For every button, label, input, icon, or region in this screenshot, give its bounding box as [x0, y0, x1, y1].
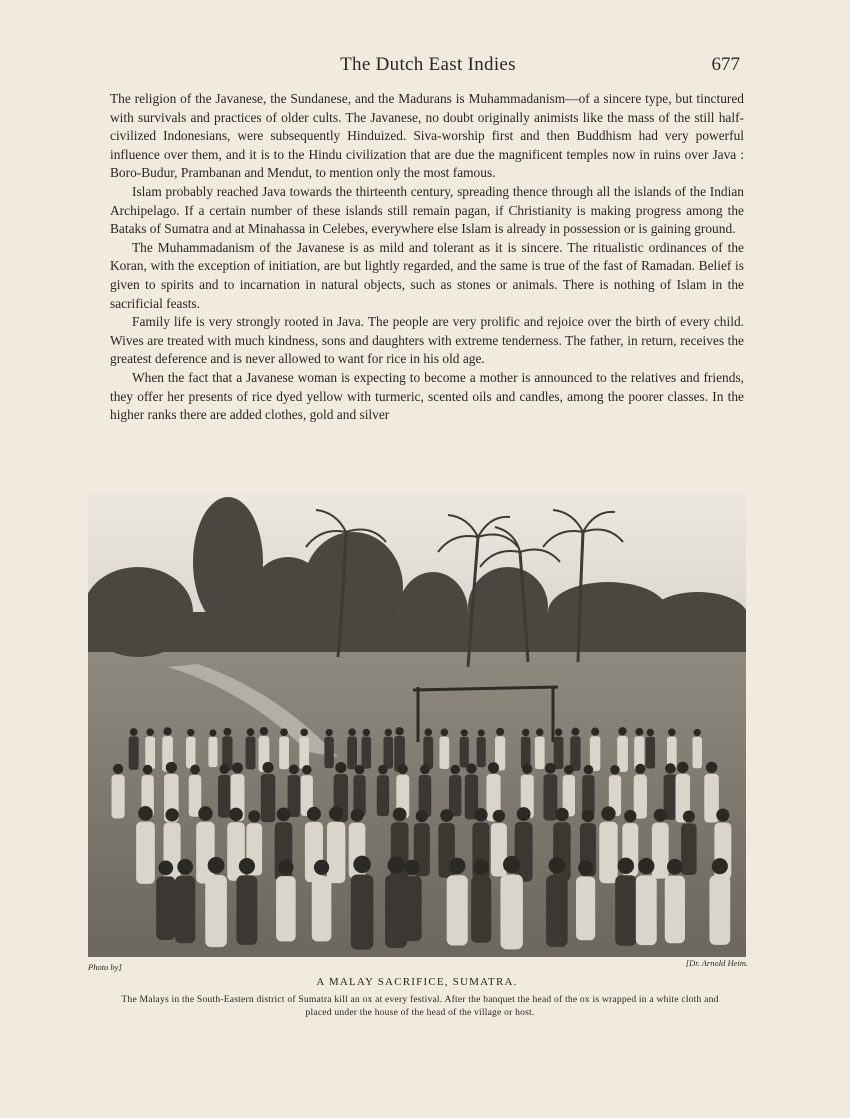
crowd-figure-head	[555, 728, 563, 736]
crowd-figure-head	[190, 765, 200, 775]
crowd-figure-head	[229, 808, 243, 822]
crowd-figure	[681, 823, 696, 875]
crowd-figure	[236, 875, 257, 945]
crowd-figure	[570, 736, 580, 771]
crowd-figure	[362, 737, 372, 769]
crowd-figure-head	[416, 810, 428, 822]
crowd-figure-head	[522, 729, 529, 736]
crowd-figure-head	[545, 763, 556, 774]
paragraph-religion: The religion of the Javanese, the Sundanese, and the Madurans is Muhammadanism—of a sincere type, but tinctured with survivals and practices of older cults. The Javanese, no doubt originally animists like the mass of the still half-civilized Indonesians, were subsequently Hinduized. Siva-worship first and then Buddhism had very powerful influence over them, and it is to the Hindu civilization that are due the magnificent temples now in ruins over Java : Boro-Budur, Prambanan and Mendut, to mention only the most famous.	[110, 91, 744, 181]
crowd-figure-head	[706, 762, 717, 773]
crowd-figure	[145, 737, 155, 770]
crowd-figure	[299, 737, 309, 769]
crowd-figure	[196, 822, 215, 884]
crowd-figure	[351, 874, 374, 949]
crowd-figure-head	[677, 762, 688, 773]
crowd-figure	[175, 876, 195, 943]
crowd-figure	[312, 876, 332, 941]
crowd-figure	[402, 876, 422, 941]
crowd-figure-head	[353, 856, 371, 874]
crowd-figure-head	[280, 728, 288, 736]
crowd-figure	[652, 823, 669, 879]
crowd-figure	[288, 775, 301, 817]
crowd-figure-head	[130, 728, 138, 736]
crowd-figure-head	[449, 858, 465, 874]
crowd-figure-head	[450, 765, 460, 775]
crowd-figure-head	[187, 729, 194, 736]
paragraph-islam: Islam probably reached Java towards the thirteenth century, spreading thence through all the islands of the Indian Archipelago. If a certain number of these islands still remain pagan, if Christianity is making progress among the Bataks of Sumatra and at Minahassa in Celebes, everywhere else Islam is already in possession or is gaining ground.	[110, 183, 744, 237]
crowd-figure	[156, 876, 175, 940]
crowd-figure-head	[635, 728, 643, 736]
crowd-figure-head	[548, 857, 565, 874]
crowd-figure-head	[478, 729, 485, 736]
crowd-figure-head	[493, 810, 505, 822]
crowd-figure	[515, 822, 533, 882]
crowd-figure-head	[355, 765, 365, 775]
crowd-figure-head	[441, 729, 449, 737]
crowd-figure-head	[223, 728, 231, 736]
crowd-figure-head	[278, 860, 293, 875]
crowd-figure	[276, 876, 296, 941]
crowd-figure-head	[393, 807, 407, 821]
crowd-figure	[377, 775, 389, 816]
crowd-figure-head	[232, 762, 243, 773]
crowd-figure-head	[146, 728, 154, 736]
crowd-figure-head	[517, 807, 531, 821]
crowd-figure	[112, 775, 125, 819]
crowd-figure-head	[440, 809, 453, 822]
crowd-figure	[261, 774, 275, 822]
crowd-figure	[327, 822, 345, 883]
crowd-figure-head	[503, 856, 520, 873]
crowd-figure-head	[395, 727, 403, 735]
crowd-figure	[460, 737, 469, 768]
crowd-figure-head	[113, 764, 123, 774]
page-header	[108, 54, 748, 80]
crowd-figure-head	[496, 728, 504, 736]
crowd-figure-head	[624, 810, 636, 822]
photo-credit-prefix: Photo by]	[88, 962, 122, 972]
crowd-figure	[590, 736, 600, 771]
crowd-figure-head	[335, 762, 346, 773]
crowd-figure-head	[348, 728, 356, 736]
crowd-figure	[546, 875, 568, 947]
crowd-figure	[646, 737, 656, 769]
crowd-figure-head	[466, 763, 476, 773]
crowd-figure-head	[166, 762, 177, 773]
crowd-figure	[617, 736, 628, 772]
crowd-figure	[383, 737, 393, 769]
crowd-figure-head	[610, 765, 620, 775]
crowd-figure	[615, 875, 636, 946]
crowd-figure-head	[536, 728, 544, 736]
crowd-figure	[279, 737, 289, 770]
crowd-figure-head	[260, 727, 268, 735]
crowd-figure-head	[694, 729, 701, 736]
crowd-figure-head	[138, 806, 153, 821]
crowd-figure	[599, 822, 617, 883]
crowd-figure	[347, 737, 357, 770]
paragraph-muhammadanism: The Muhammadanism of the Javanese is as mild and tolerant as it is sincere. The ritualistic ordinances of the Koran, with the exception of initiation, are but lightly regarded, and the same is true of the fast of Ramadan. Belief is given to spirits and to incarnation in natural objects, such as stones or animals. There is nothing of Islam in the sacrificial feasts.	[110, 239, 744, 311]
crowd-figure-head	[420, 765, 430, 775]
crowd-figure	[709, 875, 730, 944]
plate-title: A MALAY SACRIFICE, SUMATRA.	[316, 976, 518, 988]
crowd-figure-head	[668, 729, 676, 737]
crowd-figure-head	[307, 807, 321, 821]
crowd-figure	[186, 737, 195, 769]
plate-caption: The Malays in the South-Eastern district of Sumatra kill an ox at every festival. After the banquet the head of the ox is wrapped in a white cloth and placed under the house of the head of the village or host.	[121, 994, 719, 1018]
photo-credit: [Dr. Arnold Heim.	[685, 958, 748, 968]
crowd-figure-head	[564, 765, 574, 775]
crowd-figure-head	[163, 727, 171, 735]
crowd-figure-head	[571, 728, 579, 736]
crowd-figure	[324, 737, 333, 769]
crowd-figure-head	[683, 810, 695, 822]
crowd-figure-head	[198, 806, 212, 820]
crowd-figure	[246, 737, 256, 770]
crowd-figure-head	[247, 728, 255, 736]
crowd-figure	[535, 737, 545, 770]
page-number: 677	[711, 54, 740, 75]
crowd-figure-head	[277, 808, 291, 822]
crowd-figure-head	[143, 765, 153, 775]
crowd-figure-head	[314, 860, 329, 875]
crowd-figure-head	[208, 857, 225, 874]
crowd-figure-head	[667, 859, 683, 875]
crowd-figure-head	[712, 858, 728, 874]
crowd-figure-head	[177, 859, 193, 875]
crowd-figure-head	[635, 764, 645, 774]
photograph-plate	[88, 492, 746, 957]
crowd-figure	[218, 775, 231, 818]
crowd-figure-head	[289, 764, 299, 774]
crowd-figure-head	[329, 806, 343, 820]
crowd-figure	[447, 875, 468, 945]
crowd-figure-head	[219, 764, 229, 774]
crowd-figure-head	[424, 728, 432, 736]
crowd-figure-head	[638, 858, 654, 874]
crowd-figure-head	[363, 729, 370, 736]
crowd-figure-head	[716, 808, 729, 821]
crowd-figure-head	[488, 762, 499, 773]
crowd-figure-head	[582, 810, 594, 822]
crowd-figure	[521, 737, 531, 769]
crowd-figure-head	[461, 729, 468, 736]
crowd-figure	[129, 736, 139, 769]
crowd-figure-head	[404, 860, 419, 875]
crowd-figure	[136, 822, 155, 884]
crowd-figure-head	[158, 861, 173, 876]
crowd-figure-head	[591, 728, 599, 736]
crowd-figure-head	[302, 765, 311, 774]
crowd-figure	[634, 775, 647, 819]
crowd-figure-head	[325, 729, 332, 736]
crowd-figure-head	[209, 729, 216, 736]
crowd-figure-head	[618, 858, 634, 874]
crowd-figure	[692, 737, 701, 768]
crowd-figure	[500, 875, 522, 950]
running-title: The Dutch East Indies	[340, 54, 516, 75]
crowd-figure-head	[647, 729, 654, 736]
crowd-figure-head	[378, 765, 388, 775]
crowd-figure	[477, 737, 486, 767]
crowd-figure-head	[618, 727, 626, 735]
crowd-figure-head	[239, 858, 255, 874]
crowd-figure	[423, 737, 433, 770]
body-text	[110, 90, 744, 425]
crowd-figure	[636, 875, 657, 945]
crowd-figure-head	[398, 764, 408, 774]
crowd-figure-head	[385, 729, 392, 736]
crowd-figure	[471, 876, 491, 943]
crowd-figure	[449, 775, 461, 816]
crowd-figure-head	[473, 859, 489, 875]
crowd-figure-head	[388, 857, 405, 874]
crowd-figure-head	[262, 762, 273, 773]
crowd-figure	[554, 737, 564, 770]
crowd-figure-head	[165, 808, 178, 821]
crowd-figure-head	[300, 728, 308, 736]
photograph	[88, 492, 746, 957]
crowd-figure-head	[584, 765, 594, 775]
crowd-figure-head	[654, 809, 667, 822]
paragraph-family-life: Family life is very strongly rooted in Java. The people are very prolific and rejoice over the birth of every child. Wives are treated with much kindness, sons and daughters with extreme tenderness. The father, in return, receives the greatest deference and is never allowed to want for rice in his old age.	[110, 314, 744, 367]
crowd-figure-head	[555, 808, 569, 822]
crowd-figure-head	[578, 860, 593, 875]
crowd-figure-head	[351, 809, 364, 822]
crowd-figure	[205, 875, 227, 947]
crowd-figure	[439, 737, 449, 769]
crowd-figure-head	[665, 763, 676, 774]
crowd-figure	[576, 876, 595, 940]
crowd-figure-head	[522, 764, 532, 774]
crowd-figure-head	[601, 806, 615, 820]
paragraph-expecting-mother: When the fact that a Javanese woman is expecting to become a mother is announced to the relatives and friends, they offer her presents of rice dyed yellow with turmeric, scented oils and candles, among the poorer classes. In the higher ranks there are added clothes, gold and silver	[110, 369, 744, 423]
crowd-figure	[665, 876, 685, 943]
crowd-figure-head	[248, 810, 260, 822]
crowd-figure-head	[474, 808, 487, 821]
crowd-figure	[208, 737, 217, 767]
